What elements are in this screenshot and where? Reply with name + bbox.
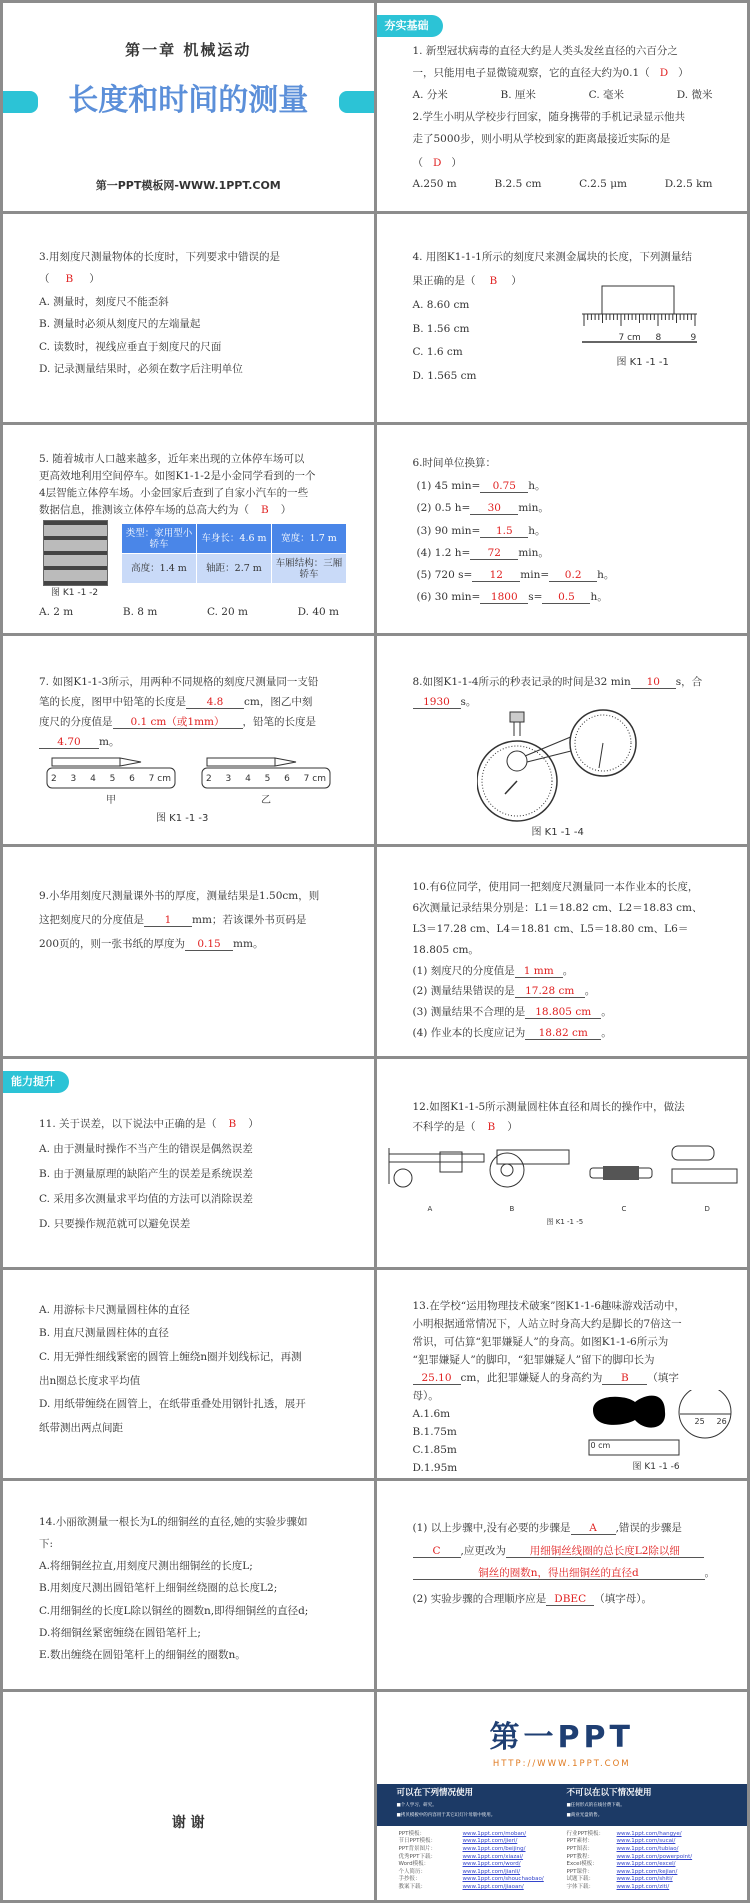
q13-text: 母）。	[412, 1389, 439, 1402]
q10-text: 10.有6位同学，使用同一把刻度尺测量同一本作业本的长度，	[412, 881, 699, 894]
slide-q14-answers[interactable]	[377, 1481, 748, 1689]
q3-answer: （ B ）	[39, 273, 100, 286]
answer-line: 铜丝的圈数n，得出细铜丝的直径d 。	[413, 1566, 716, 1580]
link-label: PPT模板：	[398, 1830, 425, 1837]
q2-line: 2.学生小明从学校步行回家，随身携带的手机记录显示他共	[412, 111, 686, 123]
step: A.将细铜丝拉直,用刻度尺测出细铜丝的长度L;	[39, 1559, 253, 1572]
chapter-title: 第一章 机械运动	[125, 41, 252, 59]
slide-q6[interactable]	[377, 425, 748, 633]
label-yi: 乙	[261, 795, 271, 807]
q10-item: (4) 作业本的长度应记为 18.82 cm 。	[412, 1027, 612, 1040]
link-label: 节日PPT模板：	[398, 1838, 436, 1845]
car-data-table: 类型：家用型小轿车 车身长：4.6 m 宽度：1.7 m 高度：1.4 m 轴距：2.7 m 车厢结构：三厢轿车	[121, 523, 347, 584]
link-url[interactable]: www.1ppt.com/word/	[462, 1861, 521, 1868]
slide-q10[interactable]	[377, 847, 748, 1055]
slide-q12-options[interactable]	[3, 1270, 374, 1478]
method-label: D	[704, 1204, 710, 1213]
q12-text: 12.如图K1-1-5所示测量圆柱体直径和周长的操作中，做法	[412, 1100, 685, 1113]
option: C. 采用多次测量求平均值的方法可以消除误差	[39, 1192, 253, 1205]
slide-q5[interactable]	[3, 425, 374, 633]
tick-label: 0 cm	[590, 1440, 611, 1450]
tick-label: 25	[694, 1416, 705, 1426]
q5-options: A. 2 m B. 8 m C. 20 m D. 40 m	[39, 606, 339, 619]
q13-text: 常识，可估算“犯罪嫌疑人”的身高。如图K1-1-6所示为	[412, 1335, 669, 1348]
pencil-ruler-figure-a	[45, 756, 177, 790]
link-url[interactable]: www.1ppt.com/powerpoint/	[616, 1853, 693, 1860]
link-url[interactable]: www.1ppt.com/beijing/	[462, 1846, 526, 1853]
tick-label: 7 cm	[618, 333, 641, 344]
q9-text: 9.小华用刻度尺测量课外书的厚度，测量结果是1.50cm，则	[39, 890, 320, 903]
q13-text: 25.10 cm，此犯罪嫌疑人的身高约为 B （填字	[413, 1371, 679, 1385]
stopwatch-figure	[477, 706, 657, 826]
link-url[interactable]: www.1ppt.com/moban/	[462, 1830, 527, 1837]
q9-text: 这把刻度尺的分度值是 1 mm；若该课外书页码是	[39, 914, 307, 927]
link-label: PPT教程：	[566, 1853, 593, 1860]
q6-item: (3) 90 min= 1.5 h。	[416, 525, 546, 538]
link-url[interactable]: www.1ppt.com/hangye/	[616, 1830, 682, 1837]
tick-label: 8	[655, 333, 662, 344]
answer-line: (1) 以上步骤中,没有必要的步骤是 A ,错误的步骤是	[412, 1521, 682, 1534]
link-label: 行业PPT模板：	[566, 1830, 604, 1837]
tick-label: 26	[716, 1416, 727, 1426]
q10-text: L3＝17.28 cm、L4＝18.81 cm、L5＝18.80 cm、L6＝	[412, 923, 689, 936]
link-url[interactable]: www.1ppt.com/jieri/	[462, 1838, 518, 1845]
cannot-use-item: ■商业光盘销售。	[566, 1812, 603, 1818]
link-url[interactable]: www.1ppt.com/shouchaobao/	[462, 1876, 544, 1883]
slide-q9[interactable]	[3, 847, 374, 1055]
q10-item: (2) 测量结果错误的是 17.28 cm 。	[412, 985, 596, 998]
option: D. 只要操作规范就可以避免误差	[39, 1217, 191, 1230]
slide-q3[interactable]	[3, 214, 374, 422]
q7-text: 4.70 m。	[39, 735, 119, 749]
q1-line: 一，只能用电子显微镜观察，它的直径大约为0.1（ D ）	[412, 67, 689, 79]
link-label: 字体下载：	[566, 1884, 595, 1891]
q14-text: 下:	[39, 1537, 54, 1550]
q6-item: (1) 45 min= 0.75 h。	[416, 480, 546, 493]
slide-q8[interactable]	[377, 636, 748, 844]
link-label: 教案下载：	[398, 1884, 427, 1891]
slide-q4[interactable]	[377, 214, 748, 422]
method-label: C	[621, 1204, 627, 1213]
option: D.1.95m	[412, 1461, 458, 1474]
cannot-use-item: ■任何形式的在线付费下载。	[566, 1802, 625, 1808]
q8-text: 8.如图K1-1-4所示的秒表记录的时间是32 min 10 s，合	[412, 676, 703, 689]
q12-text: 不科学的是（ B ）	[412, 1120, 518, 1133]
figure-caption: 图 K1 -1 -1	[616, 357, 669, 369]
link-url[interactable]: www.1ppt.com/sucai/	[616, 1838, 676, 1845]
option: C. 读数时，视线应垂直于刻度尺的尺面	[39, 341, 222, 354]
link-label: PPT背景图片：	[398, 1846, 436, 1853]
q5-text: 数据信息，推测该立体停车场的总高大约为（ B ）	[39, 504, 292, 517]
option: B. 测量时必须从刻度尺的左端量起	[39, 318, 201, 331]
q4-text: 4. 用图K1-1-1所示的刻度尺来测金属块的长度，下列测量结	[412, 251, 692, 264]
q13-text: 13.在学校“运用物理技术破案”图K1-1-6趣味游戏活动中，	[412, 1299, 685, 1312]
can-use-item: ■个人学习、研究。	[396, 1802, 437, 1808]
figure-caption: 图 K1 -1 -2	[51, 588, 99, 599]
q6-item: (5) 720 s= 12 min= 0.2 h。	[416, 569, 615, 582]
tick-label: 9	[690, 333, 697, 344]
answer: D	[659, 67, 669, 79]
ruler-ticks-b: 2 3 4 5 6 7 cm	[206, 774, 326, 785]
option: D. 用纸带缠绕在圆管上，在纸带重叠处用钢针扎透，展开	[39, 1397, 306, 1410]
q1-options: A. 分米 B. 厘米 C. 毫米 D. 微米	[412, 89, 713, 101]
option: C. 1.6 cm	[412, 346, 463, 359]
option: B.1.75m	[412, 1425, 457, 1438]
method-label: A	[427, 1204, 433, 1213]
main-title: 长度和时间的测量	[68, 83, 309, 118]
method-label: B	[509, 1204, 515, 1213]
figure-caption: 图 K1 -1 -4	[531, 827, 584, 839]
option: A. 8.60 cm	[412, 299, 470, 312]
slide-q7[interactable]	[3, 636, 374, 844]
q7-text: 度尺的分度值是 0.1 cm（或1mm） ，铅笔的长度是	[39, 716, 316, 729]
option: D. 1.565 cm	[412, 370, 477, 383]
q6-item: (4) 1.2 h= 72 min。	[416, 547, 549, 560]
section-tag: 夯实基础	[377, 15, 443, 37]
link-url[interactable]: www.1ppt.com/jianli/	[462, 1868, 521, 1875]
step: E.数出缠绕在圆铅笔杆上的细铜丝的圈数n。	[39, 1648, 246, 1661]
option: 纸带测出两点间距	[39, 1421, 123, 1434]
option: B. 由于测量原理的缺陷产生的误差是系统误差	[39, 1167, 253, 1180]
can-use-item: ■拷贝模板中的内容用于其它幻灯片母版中使用。	[396, 1812, 496, 1818]
usage-band	[377, 1784, 748, 1826]
slide-thanks[interactable]	[3, 1692, 374, 1900]
q10-text: 6次测量记录结果分别是：L1＝18.82 cm、L2＝18.83 cm、	[412, 902, 703, 915]
option: C. 用无弹性细线紧密的圆管上缠绕n圈并划线标记，再测	[39, 1350, 302, 1363]
link-url[interactable]: www.1ppt.com/kejian/	[616, 1868, 678, 1875]
footer-site: 第一PPT模板网-WWW.1PPT.COM	[95, 179, 281, 192]
q10-item: (1) 刻度尺的分度值是 1 mm 。	[412, 965, 574, 978]
slide-q11[interactable]	[3, 1059, 374, 1267]
slide-q14[interactable]	[3, 1481, 374, 1689]
thanks-text: 谢 谢	[171, 1814, 205, 1831]
q2-options: A.250 m B.2.5 cm C.2.5 μm D.2.5 km	[412, 178, 713, 190]
q10-item: (3) 测量结果不合理的是 18.805 cm 。	[412, 1006, 612, 1019]
ruler-figure	[582, 284, 707, 384]
link-label: 优秀PPT下载：	[398, 1853, 436, 1860]
link-label: PPT课件：	[566, 1868, 593, 1875]
q10-text: 18.805 cm。	[412, 944, 479, 957]
q2-answer: （ D ）	[412, 157, 462, 169]
option: B. 1.56 cm	[412, 323, 470, 336]
link-url[interactable]: www.1ppt.com/ziti/	[616, 1884, 670, 1891]
slide-q13[interactable]	[377, 1270, 748, 1478]
option: A. 用游标卡尺测量圆柱体的直径	[39, 1303, 190, 1316]
option: B. 用直尺测量圆柱体的直径	[39, 1326, 169, 1339]
option: C.1.85m	[412, 1443, 457, 1456]
slide-q1-q2[interactable]	[377, 3, 748, 211]
label-jia: 甲	[106, 795, 116, 807]
option: 出n圈总长度求平均值	[39, 1374, 141, 1387]
q3-text: 3.用刻度尺测量物体的长度时，下列要求中错误的是	[39, 251, 281, 264]
q11-text: 11. 关于误差，以下说法中正确的是（ B ）	[39, 1117, 259, 1130]
q9-text: 200页的，则一张书纸的厚度为 0.15 mm。	[39, 938, 264, 951]
link-url[interactable]: www.1ppt.com/shiti/	[616, 1876, 673, 1883]
link-label: PPT图表：	[566, 1846, 593, 1853]
option: A. 由于测量时操作不当产生的错误是偶然误差	[39, 1142, 253, 1155]
q5-text: 5. 随着城市人口越来越多，近年来出现的立体停车场可以	[39, 453, 305, 466]
brand-url: HTTP://WWW.1PPT.COM	[492, 1758, 631, 1769]
step: B.用刻度尺测出圆铅笔杆上细铜丝绕圈的总长度L2;	[39, 1581, 278, 1594]
can-use-title: 可以在下列情况使用	[396, 1787, 474, 1798]
cannot-use-title: 不可以在以下情况使用	[566, 1787, 652, 1798]
q7-text: 笔的长度，图甲中铅笔的长度是 4.8 cm，图乙中刻	[39, 696, 313, 709]
q4-text: 果正确的是（ B ）	[412, 275, 522, 288]
parking-photo	[43, 520, 108, 586]
q6-title: 6.时间单位换算：	[412, 457, 497, 470]
pencil-ruler-figure-b	[200, 756, 332, 790]
figure-caption: 图 K1 -1 -3	[156, 813, 209, 825]
figure-caption: 图 K1 -1 -6	[632, 1461, 680, 1472]
step: D.将细铜丝紧密缠绕在圆铅笔杆上;	[39, 1626, 201, 1639]
option: A. 测量时，刻度尺不能歪斜	[39, 296, 169, 309]
link-label: Word模板：	[398, 1861, 430, 1868]
section-tag: 能力提升	[3, 1071, 69, 1093]
link-label: PPT素材：	[566, 1838, 593, 1845]
option: D. 记录测量结果时，必须在数字后注明单位	[39, 363, 243, 376]
link-url[interactable]: www.1ppt.com/excel/	[616, 1861, 676, 1868]
link-label: 个人简历：	[398, 1868, 427, 1875]
link-url[interactable]: www.1ppt.com/xiazai/	[462, 1853, 524, 1860]
slide-brand[interactable]	[377, 1692, 748, 1900]
brand-logo: 第一PPT	[489, 1719, 634, 1755]
link-url[interactable]: www.1ppt.com/jiaoan/	[462, 1884, 524, 1891]
answer-line: C ,应更改为 用细铜丝线圈的总长度L2除以细	[413, 1544, 704, 1558]
q5-text: 更高效地利用空间停车。如图K1-1-2是小金同学看到的一个	[39, 470, 316, 483]
link-url[interactable]: www.1ppt.com/tubiao/	[616, 1846, 679, 1853]
q6-item: (6) 30 min= 1800 s= 0.5 h。	[416, 591, 608, 604]
q7-text: 7. 如图K1-1-3所示，用两种不同规格的刻度尺测量同一支铅	[39, 676, 319, 689]
step: C.用细铜丝的长度L除以铜丝的圈数n,即得细铜丝的直径d;	[39, 1604, 309, 1617]
q8-text: 1930 s。	[413, 695, 477, 709]
q14-text: 14.小丽欲测量一根长为L的细铜丝的直径,她的实验步骤如	[39, 1515, 308, 1528]
slide-q12[interactable]	[377, 1059, 748, 1267]
q13-text: 小明根据通常情况下，人站立时身高大约是脚长的7倍这一	[412, 1317, 682, 1330]
link-label: 试题下载：	[566, 1876, 595, 1883]
ruler-ticks-a: 2 3 4 5 6 7 cm	[51, 774, 171, 785]
figure-caption: 图 K1 -1 -5	[546, 1217, 584, 1226]
link-label: Excel模板：	[566, 1861, 598, 1868]
measurement-methods-figure	[385, 1144, 745, 1204]
slide-title[interactable]	[3, 3, 374, 211]
q2-line: 走了5000步，则小明从学校到家的距离最接近实际的是	[412, 133, 671, 145]
q13-text: “犯罪嫌疑人”的脚印，“犯罪嫌疑人”留下的脚印长为	[412, 1353, 655, 1366]
answer-line: (2) 实验步骤的合理顺序应是 DBEC （填字母）。	[412, 1592, 652, 1605]
q6-item: (2) 0.5 h= 30 min。	[416, 502, 549, 515]
link-label: 手抄报：	[398, 1876, 421, 1883]
option: A.1.6m	[412, 1407, 451, 1420]
q5-text: 4层智能立体停车场。小金回家后查到了自家小汽车的一些	[39, 487, 309, 500]
q1-line: 1. 新型冠状病毒的直径大约是人类头发丝直径的六百分之	[412, 45, 678, 57]
